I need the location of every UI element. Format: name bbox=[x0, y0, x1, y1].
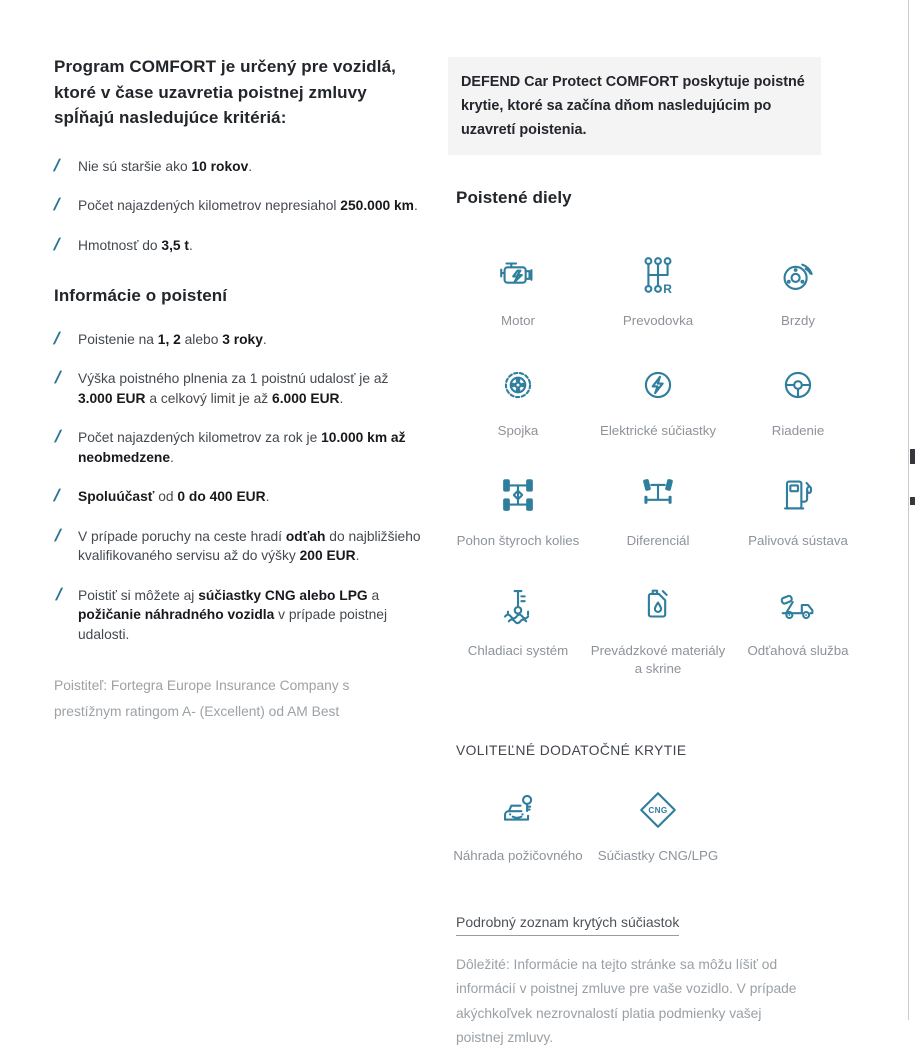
list-item bbox=[54, 236, 426, 256]
part-label: Elektrické súčiastky bbox=[599, 422, 716, 438]
steering-wheel-icon bbox=[775, 357, 821, 413]
covered-parts-list-link[interactable]: Podrobný zoznam krytých súčiastok bbox=[456, 914, 679, 936]
list-item bbox=[54, 330, 426, 350]
part-label: Riadenie bbox=[771, 422, 825, 438]
clipped-content-fragment bbox=[910, 497, 915, 505]
criteria-text: Hmotnosť do 3,5 t. bbox=[78, 237, 193, 253]
part-label: Prevádzkové materiály a skrine bbox=[590, 642, 726, 676]
part-item-fuel bbox=[728, 467, 868, 550]
cooling-system-icon bbox=[495, 577, 541, 633]
disclaimer-text: Dôležité: Informácie na tejto stránke sa môžu líšiť od informácií v poistnej zmluve pre vaše vozidlo. V prípade akýchkoľvek nezrovnalostí platia podmienky vašej poistnej zmluvy. bbox=[456, 956, 797, 1045]
bullet-slash-icon: / bbox=[54, 368, 61, 387]
part-item-towing bbox=[728, 577, 868, 678]
part-item-4wd bbox=[448, 467, 588, 550]
fuel-system-icon bbox=[775, 467, 821, 523]
part-item-electrical bbox=[588, 357, 728, 440]
gearbox-icon bbox=[635, 247, 681, 303]
addon-label: Súčiastky CNG/LPG bbox=[597, 847, 719, 863]
tow-truck-icon bbox=[775, 577, 821, 633]
bullet-slash-icon: / bbox=[53, 195, 60, 214]
optional-coverage-grid bbox=[448, 782, 872, 892]
criteria-text: Nie sú staršie ako 10 rokov. bbox=[78, 158, 253, 174]
list-item bbox=[54, 487, 426, 507]
part-item-motor bbox=[448, 247, 588, 330]
info-text: Počet najazdených kilometrov za rok je 10.000 km až neobmedzene. bbox=[78, 430, 406, 465]
list-item bbox=[54, 428, 426, 467]
part-label: Brzdy bbox=[781, 312, 815, 328]
list-item bbox=[54, 586, 426, 645]
bullet-slash-icon: / bbox=[54, 427, 61, 446]
brake-disc-icon bbox=[775, 247, 821, 303]
list-item bbox=[54, 527, 426, 566]
addon-label: Náhrada požičovného bbox=[453, 847, 583, 863]
part-label: Motor bbox=[501, 312, 535, 328]
info-text: Poistenie na 1, 2 alebo 3 roky. bbox=[78, 331, 267, 347]
bullet-slash-icon: / bbox=[55, 584, 62, 604]
part-label: Prevodovka bbox=[622, 312, 694, 328]
optional-coverage-heading: VOLITEĽNÉ DODATOČNÉ KRYTIE bbox=[456, 742, 687, 758]
info-text: Poistiť si môžete aj súčiastky CNG alebo LPG a požičanie náhradného vozidla v prípade poistnej udalosti. bbox=[78, 587, 388, 642]
list-item bbox=[54, 157, 426, 177]
svg-text:CNG: CNG bbox=[648, 805, 668, 815]
part-label: Diferenciál bbox=[626, 532, 690, 548]
part-label: Palivová sústava bbox=[748, 532, 848, 548]
bullet-slash-icon: / bbox=[53, 486, 60, 505]
electrical-icon bbox=[635, 357, 681, 413]
criteria-list bbox=[54, 157, 426, 256]
bullet-slash-icon: / bbox=[53, 155, 60, 175]
clipped-content-fragment bbox=[910, 449, 915, 464]
part-label: Odťahová služba bbox=[747, 642, 849, 658]
part-item-differential bbox=[588, 467, 728, 550]
part-label: Spojka bbox=[497, 422, 539, 438]
cng-diamond-icon bbox=[635, 782, 681, 838]
insured-parts-grid bbox=[448, 247, 872, 705]
insurance-info-heading: Informácie o poistení bbox=[54, 286, 228, 305]
list-item bbox=[54, 369, 426, 408]
list-item bbox=[54, 196, 426, 216]
part-label: Pohon štyroch kolies bbox=[456, 532, 580, 548]
addon-item-rental bbox=[448, 782, 588, 865]
info-text: Spoluúčasť od 0 do 400 EUR. bbox=[78, 489, 270, 504]
fluids-can-icon bbox=[635, 577, 681, 633]
addon-item-cng bbox=[588, 782, 728, 865]
coverage-intro-text: DEFEND Car Protect COMFORT poskytuje poistné krytie, ktoré sa začína dňom nasledujúcim po uzavretí poistenia. bbox=[461, 74, 805, 138]
coverage-intro-box bbox=[448, 57, 821, 155]
criteria-text: Počet najazdených kilometrov nepresiahol 250.000 km. bbox=[78, 198, 418, 213]
engine-icon bbox=[495, 247, 541, 303]
bullet-slash-icon: / bbox=[53, 234, 60, 254]
insurance-info-list bbox=[54, 330, 426, 645]
rental-car-icon bbox=[495, 782, 541, 838]
left-column bbox=[54, 54, 426, 725]
four-wheel-drive-icon bbox=[495, 467, 541, 523]
info-text: Výška poistného plnenia za 1 poistnú udalosť je až 3.000 EUR a celkový limit je až 6.000 EUR. bbox=[78, 371, 389, 406]
insured-parts-heading: Poistené diely bbox=[456, 188, 572, 207]
part-item-fluids bbox=[588, 577, 728, 678]
part-item-gearbox bbox=[588, 247, 728, 330]
info-text: V prípade poruchy na ceste hradí odťah do najbližšieho kvalifikovaného servisu až do výšky 200 EUR. bbox=[78, 528, 421, 563]
right-edge-divider bbox=[908, 0, 909, 1020]
clutch-icon bbox=[495, 357, 541, 413]
part-item-cooling bbox=[448, 577, 588, 678]
part-item-clutch bbox=[448, 357, 588, 440]
bullet-slash-icon: / bbox=[53, 328, 60, 348]
bullet-slash-icon: / bbox=[54, 525, 61, 545]
part-item-brakes bbox=[728, 247, 868, 330]
part-item-steering bbox=[728, 357, 868, 440]
program-criteria-heading: Program COMFORT je určený pre vozidlá, ktoré v čase uzavretia poistnej zmluvy spĺňajú nasledujúce kritériá: bbox=[54, 57, 396, 127]
right-column bbox=[448, 0, 872, 1051]
svg-text:R: R bbox=[663, 281, 672, 296]
insurer-note: Poistiteľ: Fortegra Europe Insurance Company s prestížnym ratingom A- (Excellent) od AM Best bbox=[54, 678, 350, 719]
differential-icon bbox=[635, 467, 681, 523]
part-label: Chladiaci systém bbox=[467, 642, 569, 658]
